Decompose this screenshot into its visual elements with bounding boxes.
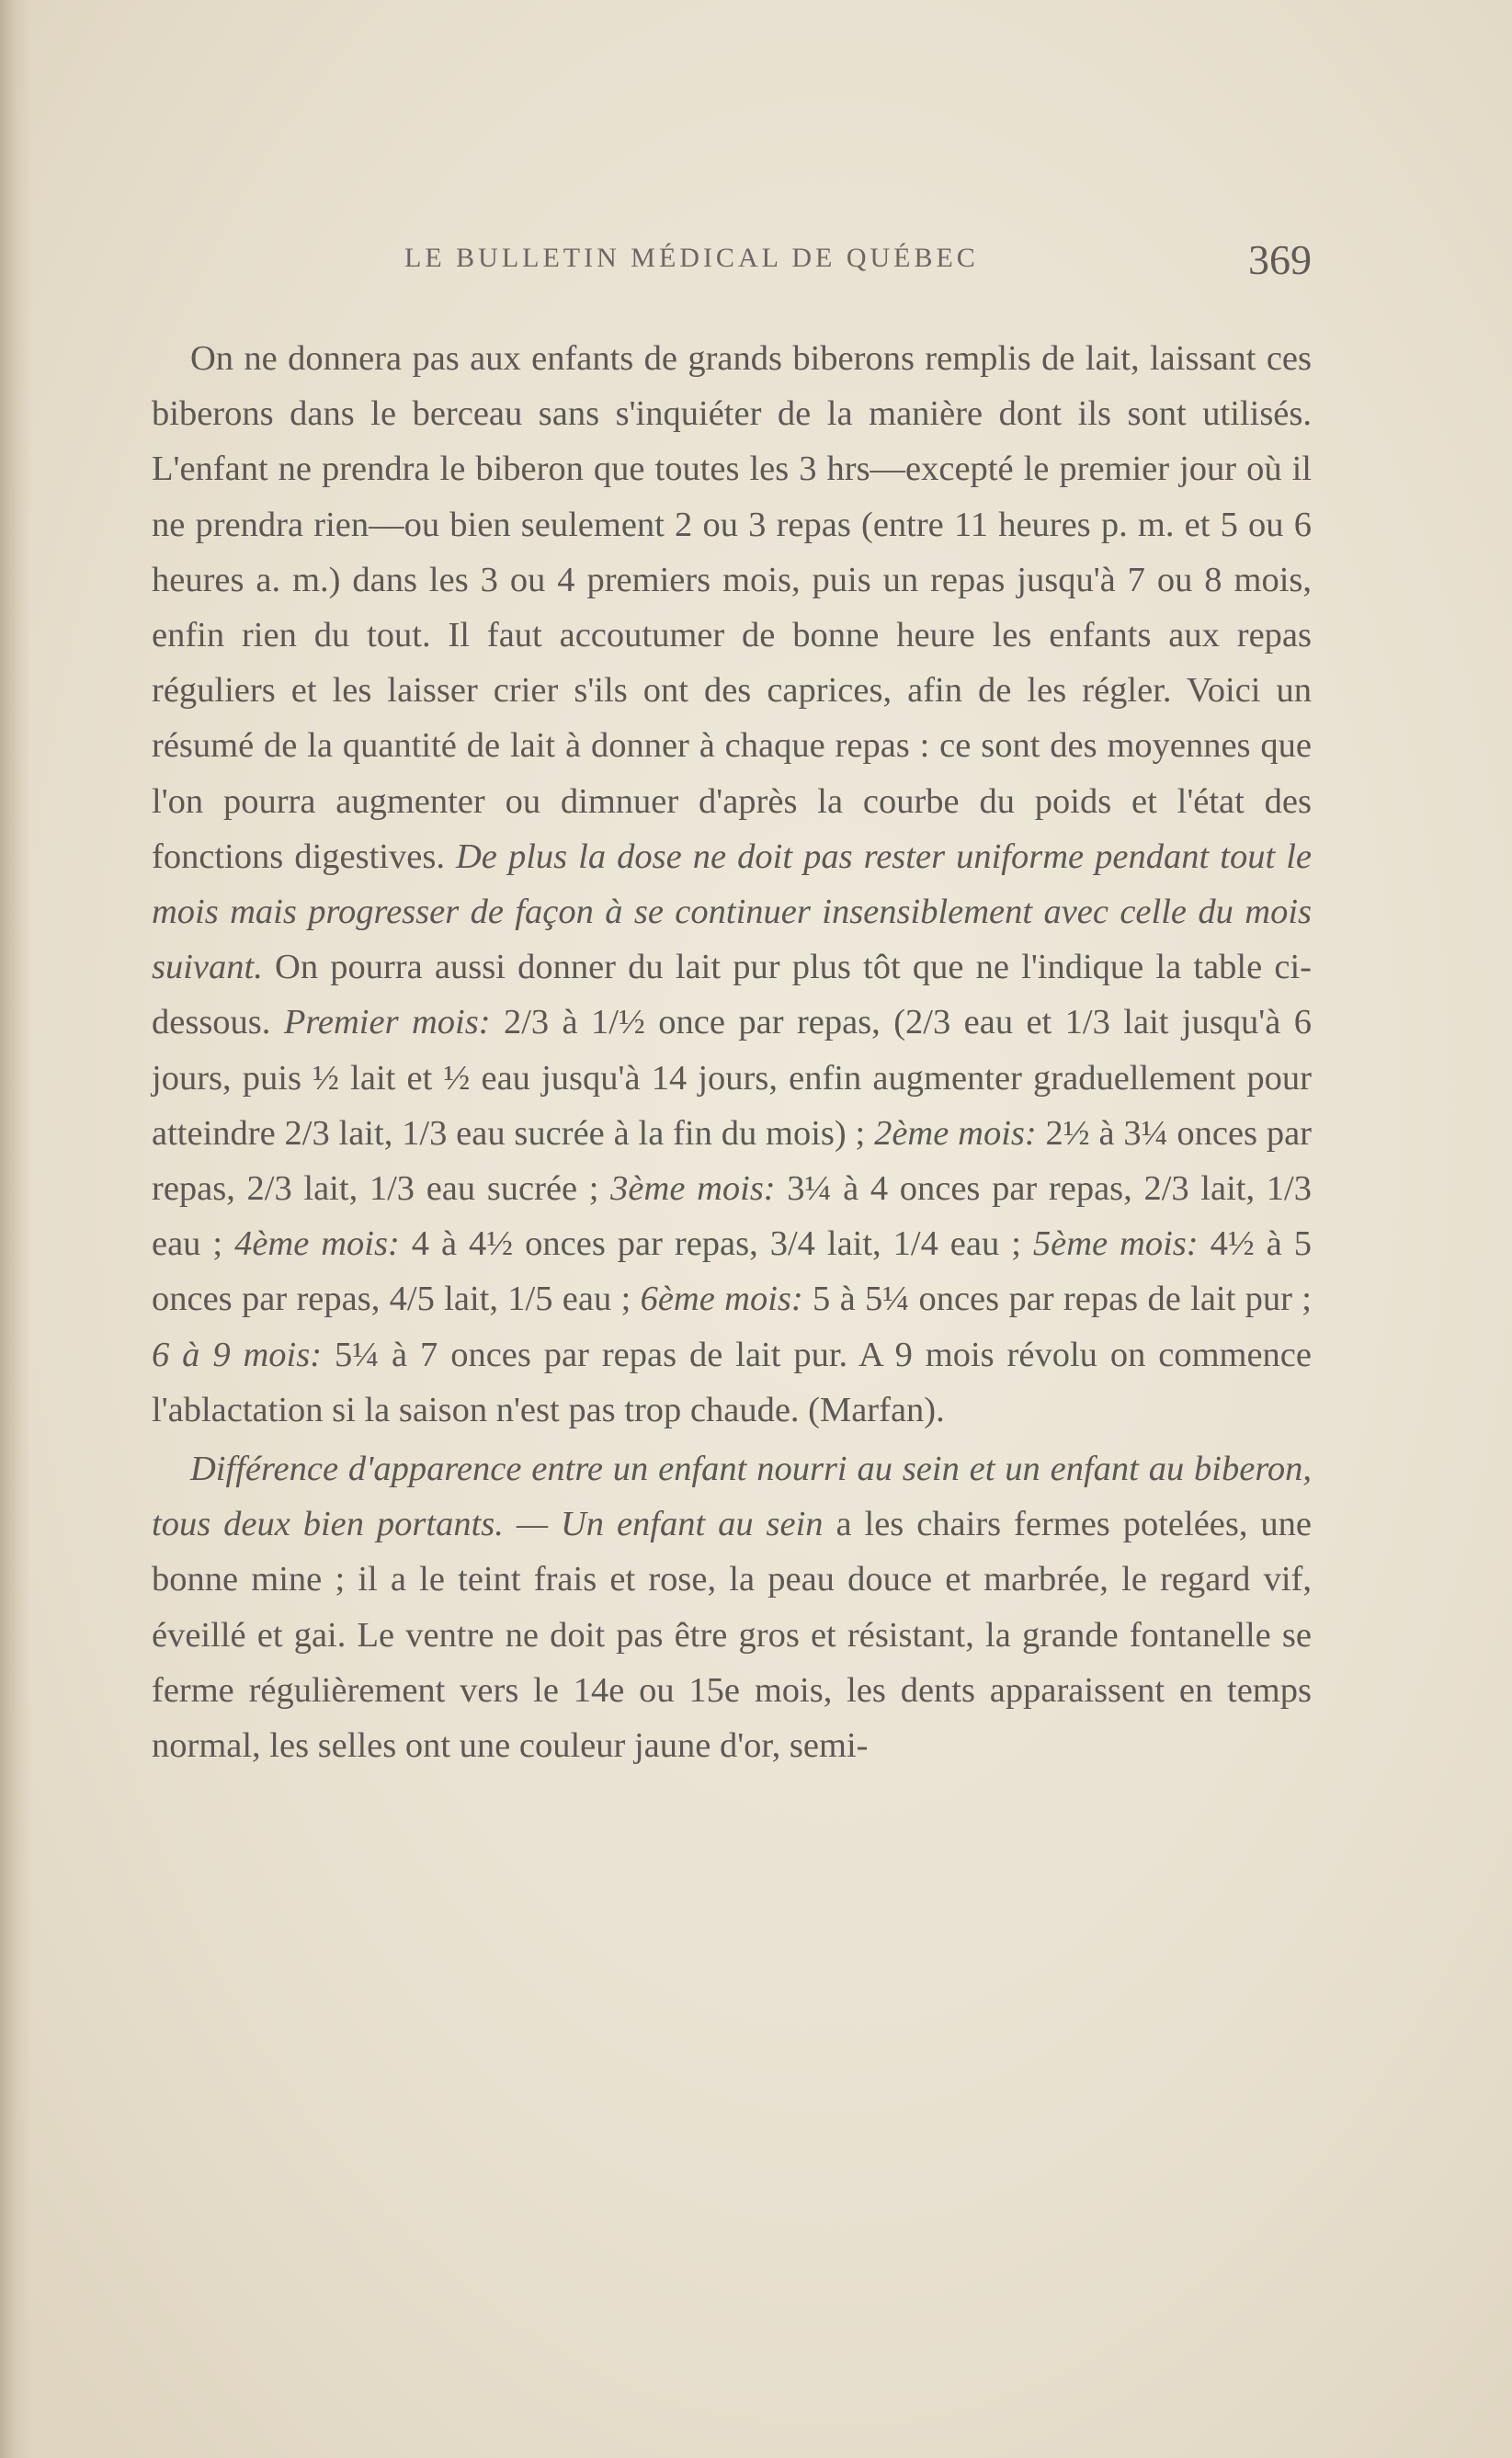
- month-text: 4½ à 5 onces par repas, 4/5 lait, 1/5 eau ;: [152, 1224, 1312, 1319]
- month-label: Premier mois:: [283, 1003, 491, 1042]
- month-label: 5ème mois:: [1032, 1224, 1199, 1264]
- month-label: 6ème mois:: [640, 1280, 803, 1319]
- page-edge-shadow: [0, 0, 31, 2458]
- month-label: 6 à 9 mois:: [152, 1335, 323, 1374]
- page-number: 369: [1248, 236, 1312, 283]
- paragraph-feeding-schedule: [152, 331, 1312, 1438]
- month-text: 4 à 4½ onces par repas, 3/4 lait, 1/4 eau ;: [399, 1224, 1033, 1264]
- month-label: 3ème mois:: [610, 1169, 776, 1209]
- month-text: 2/3 à 1/½ once par repas, (2/3 eau et 1/3 lait jusqu'à 6 jours, puis ½ lait et ½ eau jusqu'à 14 jours, enfin augmenter graduellement pour atteindre 2/3 lait, 1/3 eau sucrée à la fin du mois) ;: [152, 1003, 1312, 1153]
- section-heading: Différence d'apparence entre un enfant nourri au sein et un enfant au biberon, tous deux bien portants. — Un enfant au sein: [152, 1450, 1312, 1544]
- page-header: [152, 236, 1312, 296]
- month-text: 2½ à 3¼ onces par repas, 2/3 lait, 1/3 eau sucrée ;: [152, 1113, 1312, 1209]
- text-run: On pourra aussi donner du lait pur plus tôt que ne l'indique la table ci-dessous.: [152, 948, 1312, 1042]
- month-text: 5 à 5¼ onces par repas de lait pur ;: [802, 1280, 1312, 1319]
- italic-run: De plus la dose ne doit pas rester uniforme pendant tout le mois mais progresser de façon à se continuer insensiblement avec celle du mois suivant.: [152, 836, 1312, 987]
- paragraph-appearance: [152, 1441, 1312, 1773]
- text-run: On ne donnera pas aux enfants de grands biberons remplis de lait, laissant ces biberons dans le berceau sans s'inquiéter de la manière dont ils sont utilisés. L'enfant ne prendra le biberon que toutes les 3 hrs—excepté le premier jour où il ne prendra rien—ou bien seulement 2 ou 3 repas (entre 11 heures p. m. et 5 ou 6 heures a. m.) dans les 3 ou 4 premiers mois, puis un repas jusqu'à 7 ou 8 mois, enfin rien du tout. Il faut accoutumer de bonne heure les enfants aux repas réguliers et les laisser crier s'ils ont des caprices, afin de les régler. Voici un résumé de la quantité de lait à donner à chaque repas : ce sont des moyennes que l'on pourra augmenter ou dimnuer d'après la courbe du poids et l'état des fonctions digestives.: [152, 339, 1312, 876]
- body-text: [152, 331, 1312, 1773]
- month-label: 4ème mois:: [234, 1224, 400, 1264]
- running-head: LE BULLETIN MÉDICAL DE QUÉBEC: [404, 243, 979, 273]
- month-label: 2ème mois:: [874, 1113, 1037, 1153]
- month-text: 3¼ à 4 onces par repas, 2/3 lait, 1/3 eau ;: [152, 1169, 1312, 1264]
- month-text: 5¼ à 7 onces par repas de lait pur. A 9 mois révolu on commence l'ablactation si la saison n'est pas trop chaude. (Marfan).: [152, 1335, 1312, 1429]
- text-run: a les chairs fermes potelées, une bonne mine ; il a le teint frais et rose, la peau douce et marbrée, le regard vif, éveillé et gai. Le ventre ne doit pas être gros et résistant, la grande fontanelle se ferme régulièrement vers le 14e ou 15e mois, les dents apparaissent en temps normal, les selles ont une couleur jaune d'or, semi-: [152, 1505, 1312, 1766]
